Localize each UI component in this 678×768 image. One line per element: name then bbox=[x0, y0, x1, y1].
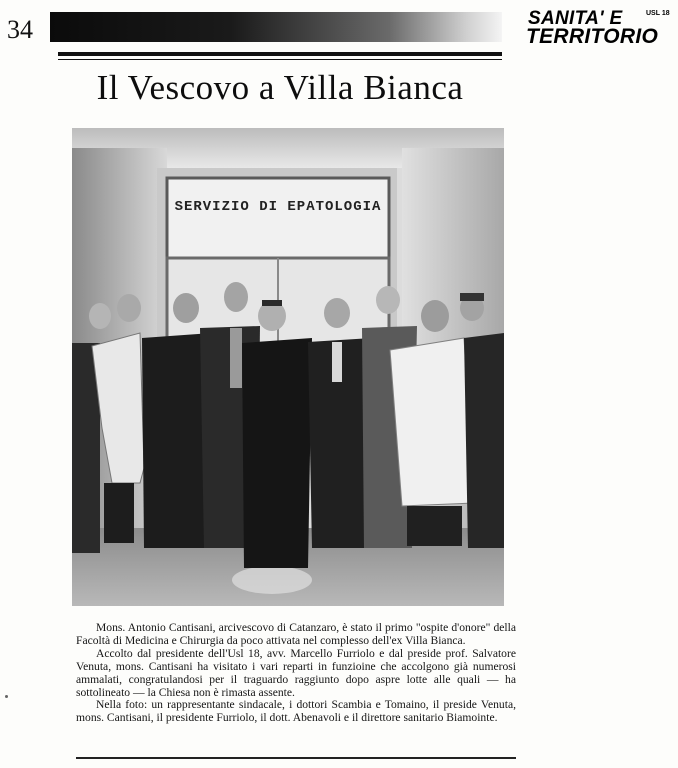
bottom-rule bbox=[76, 757, 516, 759]
caption-paragraph-1: Mons. Antonio Cantisani, arcivescovo di Catanzaro, è stato il primo "ospite d'onore" della Facoltà di Medicina e Chirurgia da poco attivata nel complesso dell'ex Villa Bianca. bbox=[76, 621, 516, 647]
article-photo bbox=[72, 128, 504, 606]
photo-sign-text: SERVIZIO DI EPATOLOGIA bbox=[174, 199, 382, 215]
title-rule-thick bbox=[58, 52, 502, 56]
magazine-name-line2: TERRITORIO bbox=[526, 25, 659, 48]
page-number: 34 bbox=[7, 15, 33, 44]
title-rule-thin bbox=[58, 59, 502, 60]
magazine-name-line1: SANITA' E bbox=[528, 8, 623, 29]
header-bar bbox=[50, 12, 502, 42]
magazine-logo bbox=[526, 8, 672, 48]
magazine-badge: USL 18 bbox=[646, 10, 670, 17]
article-caption bbox=[76, 622, 516, 725]
scan-speck bbox=[5, 695, 8, 698]
caption-paragraph-3: Nella foto: un rappresentante sindacale, i dottori Scambia e Tomaino, il preside Venuta, mons. Cantisani, il presidente Furriolo, il dott. Abenavoli e il direttore sanitario Biamointe. bbox=[76, 698, 516, 725]
article-title: Il Vescovo a Villa Bianca bbox=[96, 68, 464, 107]
caption-paragraph-2: Accolto dal presidente dell'Usl 18, avv. Marcello Furriolo e dal preside prof. Salvatore Venuta, mons. Cantisani ha visitato i vari reparti in funzioine che accolgono già numerosi ammalati, congratulandosi per il traguardo raggiunto dopo aspre lotte alle quali — ha sottolineato — la Chiesa non è rimasta assente. bbox=[76, 646, 516, 699]
